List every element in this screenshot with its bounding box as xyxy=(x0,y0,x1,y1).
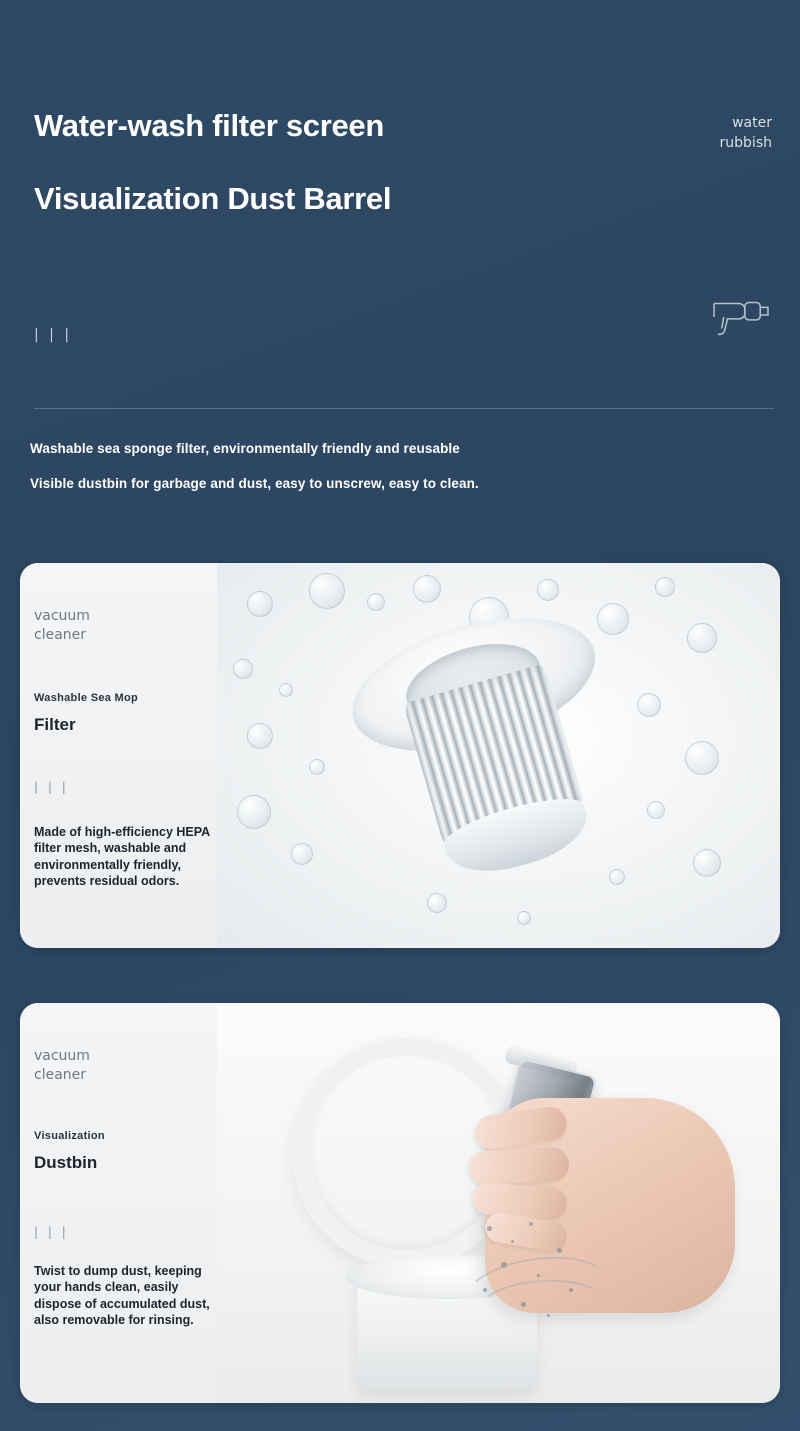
card-filter-kicker: Washable Sea Mop xyxy=(34,691,139,704)
corner-tag-rubbish: rubbish xyxy=(719,135,772,152)
card-filter-text-panel xyxy=(20,563,217,948)
card-dustbin-image xyxy=(217,1003,780,1403)
filter-photo xyxy=(217,563,780,948)
corner-tags xyxy=(720,113,772,154)
feature-bullet-1: Washable sea sponge filter, environmentally friendly and reusable xyxy=(30,441,460,456)
card-filter-image xyxy=(217,563,780,948)
brand-line-2: cleaner xyxy=(34,626,87,643)
divider xyxy=(34,408,774,409)
hero-section xyxy=(0,0,800,214)
feature-bullet-2: Visible dustbin for garbage and dust, easy to unscrew, easy to clean. xyxy=(30,476,479,491)
falling-dust xyxy=(467,1218,627,1328)
page-title: Water-wash filter screen xyxy=(34,108,384,143)
card-dustbin-kicker: Visualization xyxy=(34,1129,105,1142)
brand-line-1: vacuum xyxy=(34,608,90,624)
brand-line-1: vacuum xyxy=(34,1048,90,1064)
brand-line-2: cleaner xyxy=(34,1066,87,1083)
tick-marks-hero: | | | xyxy=(34,327,73,343)
card-dustbin-text-panel xyxy=(20,1003,217,1403)
handheld-vacuum-icon xyxy=(710,290,772,342)
card-dustbin-ticks: | | | xyxy=(34,1224,69,1239)
card-dustbin-body: Twist to dump dust, keeping your hands clean, easily dispose of accumulated dust, also removable for rinsing. xyxy=(34,1263,210,1328)
card-filter-ticks: | | | xyxy=(34,779,69,794)
card-filter-body: Made of high-efficiency HEPA filter mesh, washable and environmentally friendly, prevents residual odors. xyxy=(34,824,210,889)
card-dustbin-brand xyxy=(34,1047,217,1085)
feature-card-filter xyxy=(20,563,780,948)
corner-tag-water: water xyxy=(732,115,772,131)
card-filter-title: Filter xyxy=(34,714,76,734)
card-dustbin-title: Dustbin xyxy=(34,1152,98,1172)
feature-card-dustbin xyxy=(20,1003,780,1403)
dustbin-photo xyxy=(217,1003,780,1403)
feature-bullets xyxy=(30,441,770,511)
hepa-filter-graphic xyxy=(337,593,646,902)
card-filter-brand xyxy=(34,607,217,645)
page-subtitle: Visualization Dust Barrel xyxy=(34,181,392,216)
